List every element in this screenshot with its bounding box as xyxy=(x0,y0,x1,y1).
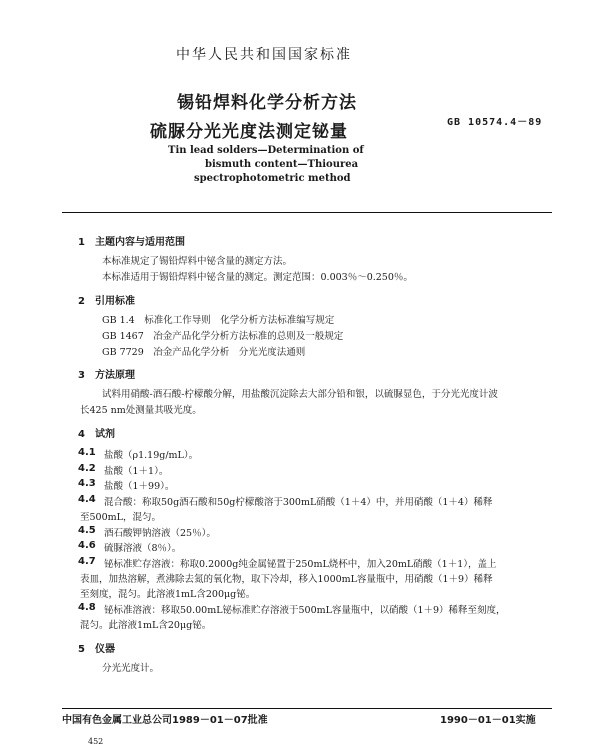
item-4-1-number: 4.1 xyxy=(78,447,96,458)
item-4-2-number: 4.2 xyxy=(78,463,96,474)
section-1-heading: 1 主题内容与适用范围 xyxy=(78,237,185,248)
item-4-6-text: 硫脲溶液（8％）。 xyxy=(104,543,182,554)
item-4-3-text: 盐酸（1＋99）。 xyxy=(104,481,175,492)
approval-note: 中国有色金属工业总公司1989－01－07批准 xyxy=(62,715,268,726)
item-4-7-number: 4.7 xyxy=(78,556,96,567)
item-4-4-text-line-2: 至500mL，混匀。 xyxy=(80,512,161,523)
item-4-8-number: 4.8 xyxy=(78,602,96,613)
item-4-5-number: 4.5 xyxy=(78,525,96,536)
reference-gb-7729: GB 7729 冶金产品化学分析 分光光度法通则 xyxy=(102,347,306,358)
title-line-1: 锡铅焊料化学分析方法 xyxy=(177,93,357,113)
english-title-line-2: bismuth content—Thiourea xyxy=(205,159,359,170)
section-3-paragraph-line-1: 试料用硝酸-酒石酸-柠檬酸分解，用盐酸沉淀除去大部分铅和银，以硫脲显色，于分光光度计波 xyxy=(102,389,498,400)
english-title-line-3: spectrophotometric method xyxy=(194,173,351,184)
item-4-4-number: 4.4 xyxy=(78,494,96,505)
item-4-2-text: 盐酸（1＋1）。 xyxy=(104,466,169,477)
section-1-paragraph-1: 本标准规定了锡铅焊料中铋含量的测定方法。 xyxy=(102,256,293,267)
item-4-7-text-line-2: 表皿，加热溶解，煮沸除去氮的氧化物，取下冷却，移入1000mL容量瓶中，用硝酸（1＋9）稀释 xyxy=(80,574,493,585)
item-4-7-text-line-1: 铋标准贮存溶液：称取0.2000g纯金属铋置于250mL烧杯中，加入20mL硝酸（1＋1），盖上 xyxy=(104,559,497,570)
bottom-divider xyxy=(62,708,552,709)
item-4-3-number: 4.3 xyxy=(78,478,96,489)
section-3-heading: 3 方法原理 xyxy=(78,370,135,381)
page-number: 452 xyxy=(88,737,104,746)
section-3-paragraph-line-2: 长425 nm处测量其吸光度。 xyxy=(80,405,202,416)
section-5-paragraph: 分光光度计。 xyxy=(102,663,160,674)
section-2-heading: 2 引用标准 xyxy=(78,296,135,307)
item-4-1-text: 盐酸（ρ1.19g/mL）。 xyxy=(104,450,199,461)
item-4-8-text-line-1: 铋标准溶液：移取50.00mL铋标准贮存溶液于500mL容量瓶中，以硝酸（1＋9）稀释至刻度， xyxy=(104,605,506,616)
title-line-2: 硫脲分光光度法测定铋量 xyxy=(150,122,348,142)
section-1-paragraph-2: 本标准适用于锡铅焊料中铋含量的测定。测定范围：0.003％～0.250％。 xyxy=(102,272,413,283)
english-title-line-1: Tin lead solders—Determination of xyxy=(168,145,364,156)
section-4-heading: 4 试剂 xyxy=(78,429,115,440)
section-5-heading: 5 仪器 xyxy=(78,644,115,655)
item-4-5-text: 酒石酸钾钠溶液（25％）。 xyxy=(104,528,216,539)
item-4-8-text-line-2: 混匀。此溶液1mL含20μg铋。 xyxy=(80,620,212,631)
reference-gb-1-4: GB 1.4 标准化工作导则 化学分析方法标准编写规定 xyxy=(102,315,335,326)
national-standard-header: 中华人民共和国国家标准 xyxy=(176,47,352,63)
item-4-4-text-line-1: 混合酸：称取50g酒石酸和50g柠檬酸溶于300mL硝酸（1＋4）中，并用硝酸（1＋4）稀释 xyxy=(104,497,493,508)
standard-code: GB 10574.4－89 xyxy=(447,117,543,128)
item-4-6-number: 4.6 xyxy=(78,540,96,551)
effective-date: 1990－01－01实施 xyxy=(440,715,536,726)
top-divider xyxy=(62,212,552,213)
item-4-7-text-line-3: 至刻度，混匀。此溶液1mL含200μg铋。 xyxy=(80,589,256,600)
reference-gb-1467: GB 1467 冶金产品化学分析方法标准的总则及一般规定 xyxy=(102,331,344,342)
